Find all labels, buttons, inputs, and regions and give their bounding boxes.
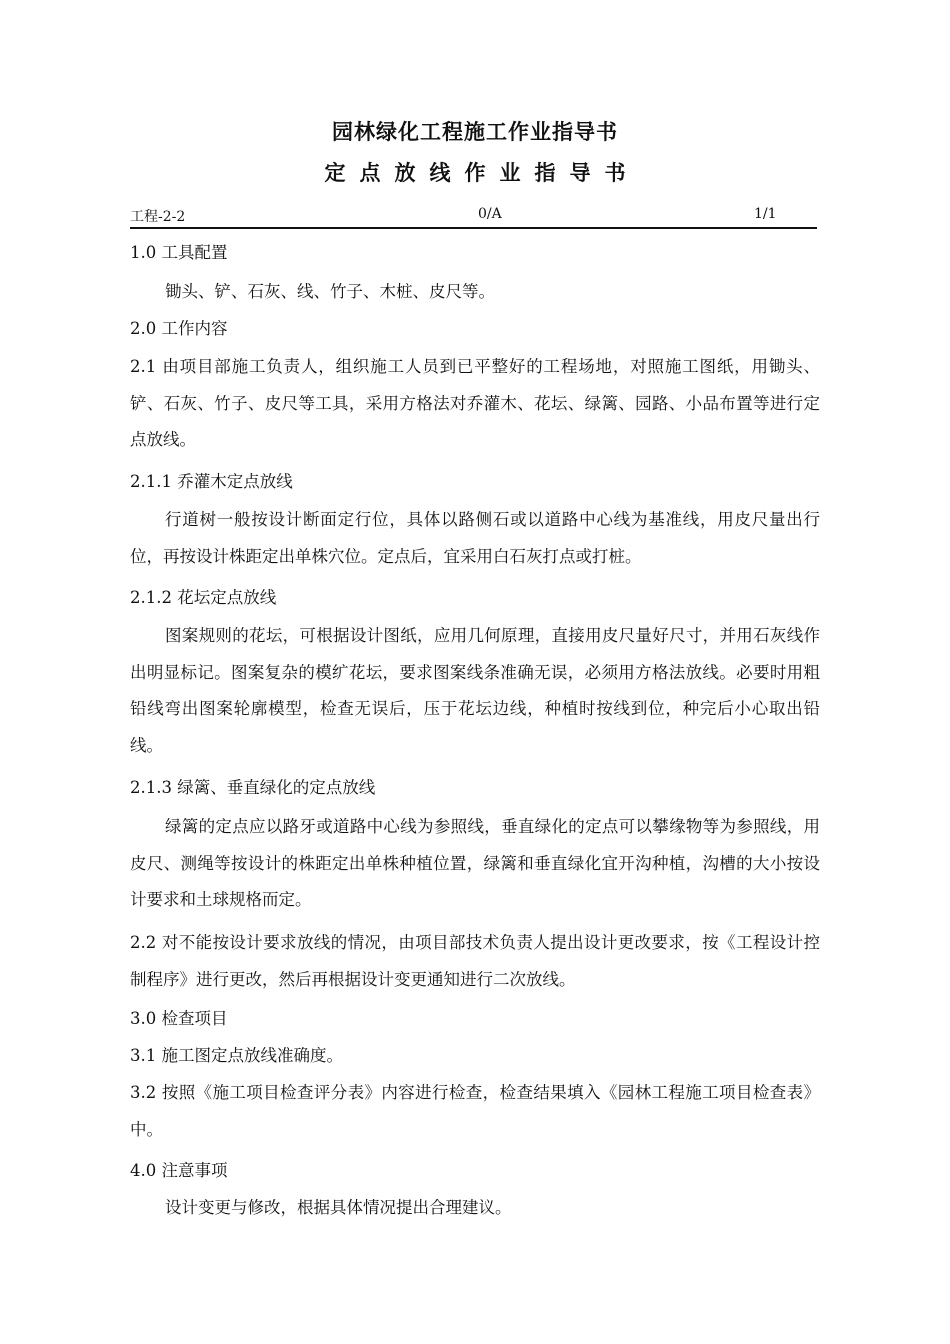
section-2-1-1-heading: 2.1.1 乔灌木定点放线: [130, 472, 293, 491]
doc-code: 工程-2-2: [130, 209, 186, 225]
section-2-1-paragraph: 2.1 由项目部施工负责人，组织施工人员到已平整好的工程场地，对照施工图纸，用锄头、铲、石灰、竹子、皮尺等工具，采用方格法对乔灌木、花坛、绿篱、园路、小品布置等进行定点放线。: [130, 357, 820, 449]
section-2-1-3-heading: 2.1.3 绿篱、垂直绿化的定点放线: [130, 778, 376, 797]
section-3-heading: 3.0 检查项目: [130, 1009, 228, 1028]
section-2-heading: 2.0 工作内容: [130, 319, 228, 338]
section-2-1-2-body: 图案规则的花坛，可根据设计图纸，应用几何原理，直接用皮尺量好尺寸，并用石灰线作出明显标记。图案复杂的模纩花坛，要求图案线条准确无误，必须用方格法放线。必要时用粗铅线弯出图案轮廓模型，检查无误后，压于花坛边线，种植时按线到位，种完后小心取出铅线。: [130, 626, 820, 755]
header-divider: [130, 227, 817, 229]
document-subtitle: 定点放线作业指导书: [324, 161, 640, 185]
section-2-2-paragraph: 2.2 对不能按设计要求放线的情况，由项目部技术负责人提出设计更改要求，按《工程设计控制程序》进行更改，然后再根据设计变更通知进行二次放线。: [130, 933, 820, 989]
section-2-1-3-body: 绿篱的定点应以路牙或道路中心线为参照线，垂直绿化的定点可以攀缘物等为参照线，用皮尺、测绳等按设计的株距定出单株种植位置，绿篱和垂直绿化宜开沟种植，沟槽的大小按设计要求和土球规格而定。: [130, 817, 820, 909]
section-3-1-paragraph: 3.1 施工图定点放线准确度。: [130, 1046, 343, 1065]
section-4-body: 设计变更与修改，根据具体情况提出合理建议。: [165, 1198, 512, 1217]
section-3-2-paragraph: 3.2 按照《施工项目检查评分表》内容进行检查，检查结果填入《园林工程施工项目检查表》中。: [130, 1083, 820, 1139]
document-title: 园林绿化工程施工作业指导书: [332, 120, 618, 144]
section-2-1-1-body: 行道树一般按设计断面定行位，具体以路侧石或以道路中心线为基准线，用皮尺量出行位，再按设计株距定出单株穴位。定点后，宜采用白石灰打点或打桩。: [130, 510, 820, 566]
section-2-1-2-heading: 2.1.2 花坛定点放线: [130, 588, 277, 607]
section-1-heading: 1.0 工具配置: [130, 243, 228, 262]
section-4-heading: 4.0 注意事项: [130, 1161, 228, 1180]
doc-version: 0/A: [478, 206, 502, 222]
page-number: 1/1: [754, 206, 777, 222]
section-1-body: 锄头、铲、石灰、线、竹子、木桩、皮尺等。: [165, 282, 495, 301]
